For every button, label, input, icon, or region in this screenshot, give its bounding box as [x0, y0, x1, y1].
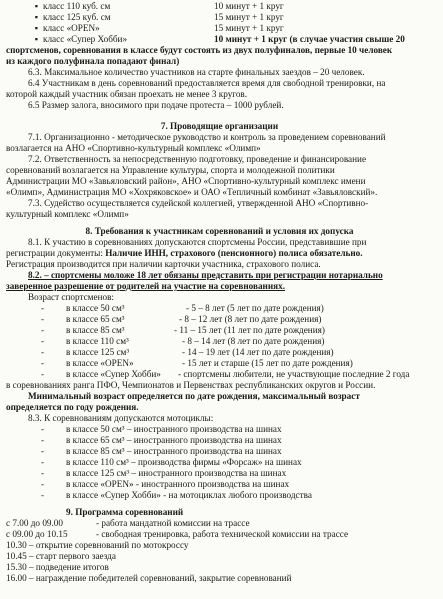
section-9-heading: 9. Программа соревнований: [66, 507, 184, 517]
class-row: ▪ класс 125 куб. см 15 минут + 1 круг: [34, 12, 284, 22]
para-6-4-line1: 6.4 Участникам в день соревнований предоставляется время для свободной тренировки, на: [28, 78, 386, 88]
class-name: класс «OPEN»: [43, 23, 100, 33]
motorcycle-row: - в классе 125 см³ – иностранного производства на шинах: [40, 468, 287, 478]
para-7-2-line1: 7.2. Ответственность за непосредственную подготовку, проведение и финансирование: [28, 154, 367, 164]
section-8-heading: 8. Требования к участникам соревнований и условия их допуска: [85, 226, 354, 236]
age-row: - в классе «Супер Хобби» - спортсмены любители, не участвующие последние 2 года: [40, 369, 410, 379]
class-duration: 15 минут + 1 круг: [214, 12, 284, 22]
class-row: ▪ класс «OPEN» 15 минут + 1 круг: [34, 23, 284, 33]
para-7-3-line2: культурный комплекс «Олимп»: [6, 209, 129, 219]
age-title: Возраст спортсменов:: [28, 292, 114, 302]
motorcycle-row: - в классе 85 см³ – иностранного производства на шинах: [40, 446, 282, 456]
age-row: - в классе 110 см³ - 8 – 14 лет (8 лет по дате рождения): [40, 336, 325, 346]
schedule-row: 15.30 – подведение итогов: [6, 562, 109, 572]
para-7-1-line1: 7.1. Организационно - методическое руководство и контроль за проведением соревнований: [28, 132, 386, 142]
para-7-2-line4: «Олимп», Администрация МО «Хохряковское» и ОАО «Тепличный комбинат «Завьяловский».: [6, 187, 378, 197]
para-7-2-line3: Администрации МО «Завьяловский район», АНО «Спортивно-культурный комплекс имени: [6, 176, 366, 186]
motorcycle-row: - в классе 110 см³ – производства фирмы «Форсаж» на шинах: [40, 457, 302, 467]
class-name: класс 125 куб. см: [43, 12, 111, 22]
age-row: - в классе 125 см³ - 14 – 19 лет (14 лет по дате рождения): [40, 347, 334, 357]
schedule-list: [6, 518, 433, 584]
para-6-5: 6.5 Размер залога, вносимого при подаче протеста – 1000 рублей.: [28, 100, 284, 110]
motorcycle-row: - в классе «OPEN» - иностранного производства на шинах: [40, 479, 290, 489]
required-documents-note: Наличие ИНН, страхового (пенсионного) полиса обязательно.: [105, 248, 363, 258]
motorcycle-row: - в классе 65 см³ – иностранного производства на шинах: [40, 435, 282, 445]
para-7-3-line1: 7.3. Судейство осуществляется судейской коллегией, утвержденной АНО «Спортивно-: [28, 198, 369, 208]
schedule-row: с 09.00 до 10.15 - свободная тренировка, работа технической комиссии на трассе: [6, 529, 349, 539]
top-class-note-line1: спортсменов, соревнования в классе будут состоять из двух полуфиналов, первые 10 человек: [6, 45, 393, 55]
age-row: - в классе 85 см³ - 11 – 15 лет (11 лет по дате рождения): [40, 325, 325, 335]
age-list-continuation: в соревнованиях ранга ПФО, Чемпионатов и Первенствах республиканских округов и России.: [6, 380, 376, 390]
age-row: - в классе 50 см³ - 5 – 8 лет (5 лет по дате рождения): [40, 303, 324, 313]
para-8-1-line2: регистрации документы: Наличие ИНН, страхового (пенсионного) полиса обязательно.: [6, 248, 363, 258]
section-7-heading: 7. Проводящие организации: [160, 121, 279, 131]
para-8-1-line3: Регистрация производится при наличии карточки участника, страхового полиса.: [6, 259, 321, 269]
motorcycle-row: - в классе «Супер Хобби» - на мотоциклах любого производства: [40, 490, 312, 500]
motorcycle-list: [6, 424, 433, 501]
class-name: класс «Супер Хобби»: [43, 34, 128, 44]
age-list: [6, 303, 433, 380]
para-8-2-line1: 8.2. – спортсмены моложе 18 лет обязаны представить при регистрации нотариально: [28, 270, 383, 280]
age-row: - в классе «OPEN» - 15 лет и старше (15 лет по дате рождения): [40, 358, 353, 368]
min-age-line2: определяется по году рождения.: [6, 402, 139, 412]
class-duration: 10 минут + 1 круг (в случае участия свыше 20: [214, 34, 405, 44]
class-row: ▪ класс «Супер Хобби» 10 минут + 1 круг (в случае участия свыше 20: [34, 34, 405, 44]
para-6-3: 6.3. Максимальное количество участников на старте финальных заездов – 20 человек.: [28, 67, 365, 77]
schedule-row: 16.00 – награждение победителей соревнований, закрытие соревнований: [6, 573, 292, 583]
schedule-row: 10.45 – старт первого заезда: [6, 551, 116, 561]
class-row: ▪ класс 110 куб. см 10 минут + 1 круг: [34, 1, 284, 11]
para-8-1-line1: 8.1. К участию в соревнованиях допускаются спортсмены России, представившие при: [28, 237, 367, 247]
race-classes-list: [6, 0, 433, 45]
para-7-2-line2: соревнований возлагается на Управление культуры, спорта и молодежной политики: [6, 165, 335, 175]
class-name: класс 110 куб. см: [43, 1, 111, 11]
class-duration: 10 минут + 1 круг: [214, 1, 284, 11]
para-6-4-line2: которой каждый участник обязан проехать не менее 3 кругов.: [6, 89, 248, 99]
age-row: - в классе 65 см³ - 8 – 12 лет (8 лет по дате рождения): [40, 314, 322, 324]
top-class-note-line2: из каждого полуфинала попадают финал): [6, 56, 180, 66]
para-8-2-line2: заверенное разрешение от родителей на участие на соревнованиях.: [6, 281, 286, 291]
para-7-1-line2: возлагается на АНО «Спортивно-культурный комплекс «Олимп»: [6, 143, 261, 153]
para-8-3: 8.3. К соревнованиям допускаются мотоциклы:: [28, 413, 214, 423]
schedule-row: 10.30 – открытие соревнований по мотокроссу: [6, 540, 189, 550]
min-age-line1: Минимальный возраст определяется по дате рождения, максимальный возраст: [28, 391, 360, 401]
class-duration: 15 минут + 1 круг: [214, 23, 284, 33]
motorcycle-row: - в классе 50 см³ – иностранного производства на шинах: [40, 424, 282, 434]
schedule-row: с 7.00 до 09.00 - работа мандатной комиссии на трассе: [6, 518, 250, 528]
